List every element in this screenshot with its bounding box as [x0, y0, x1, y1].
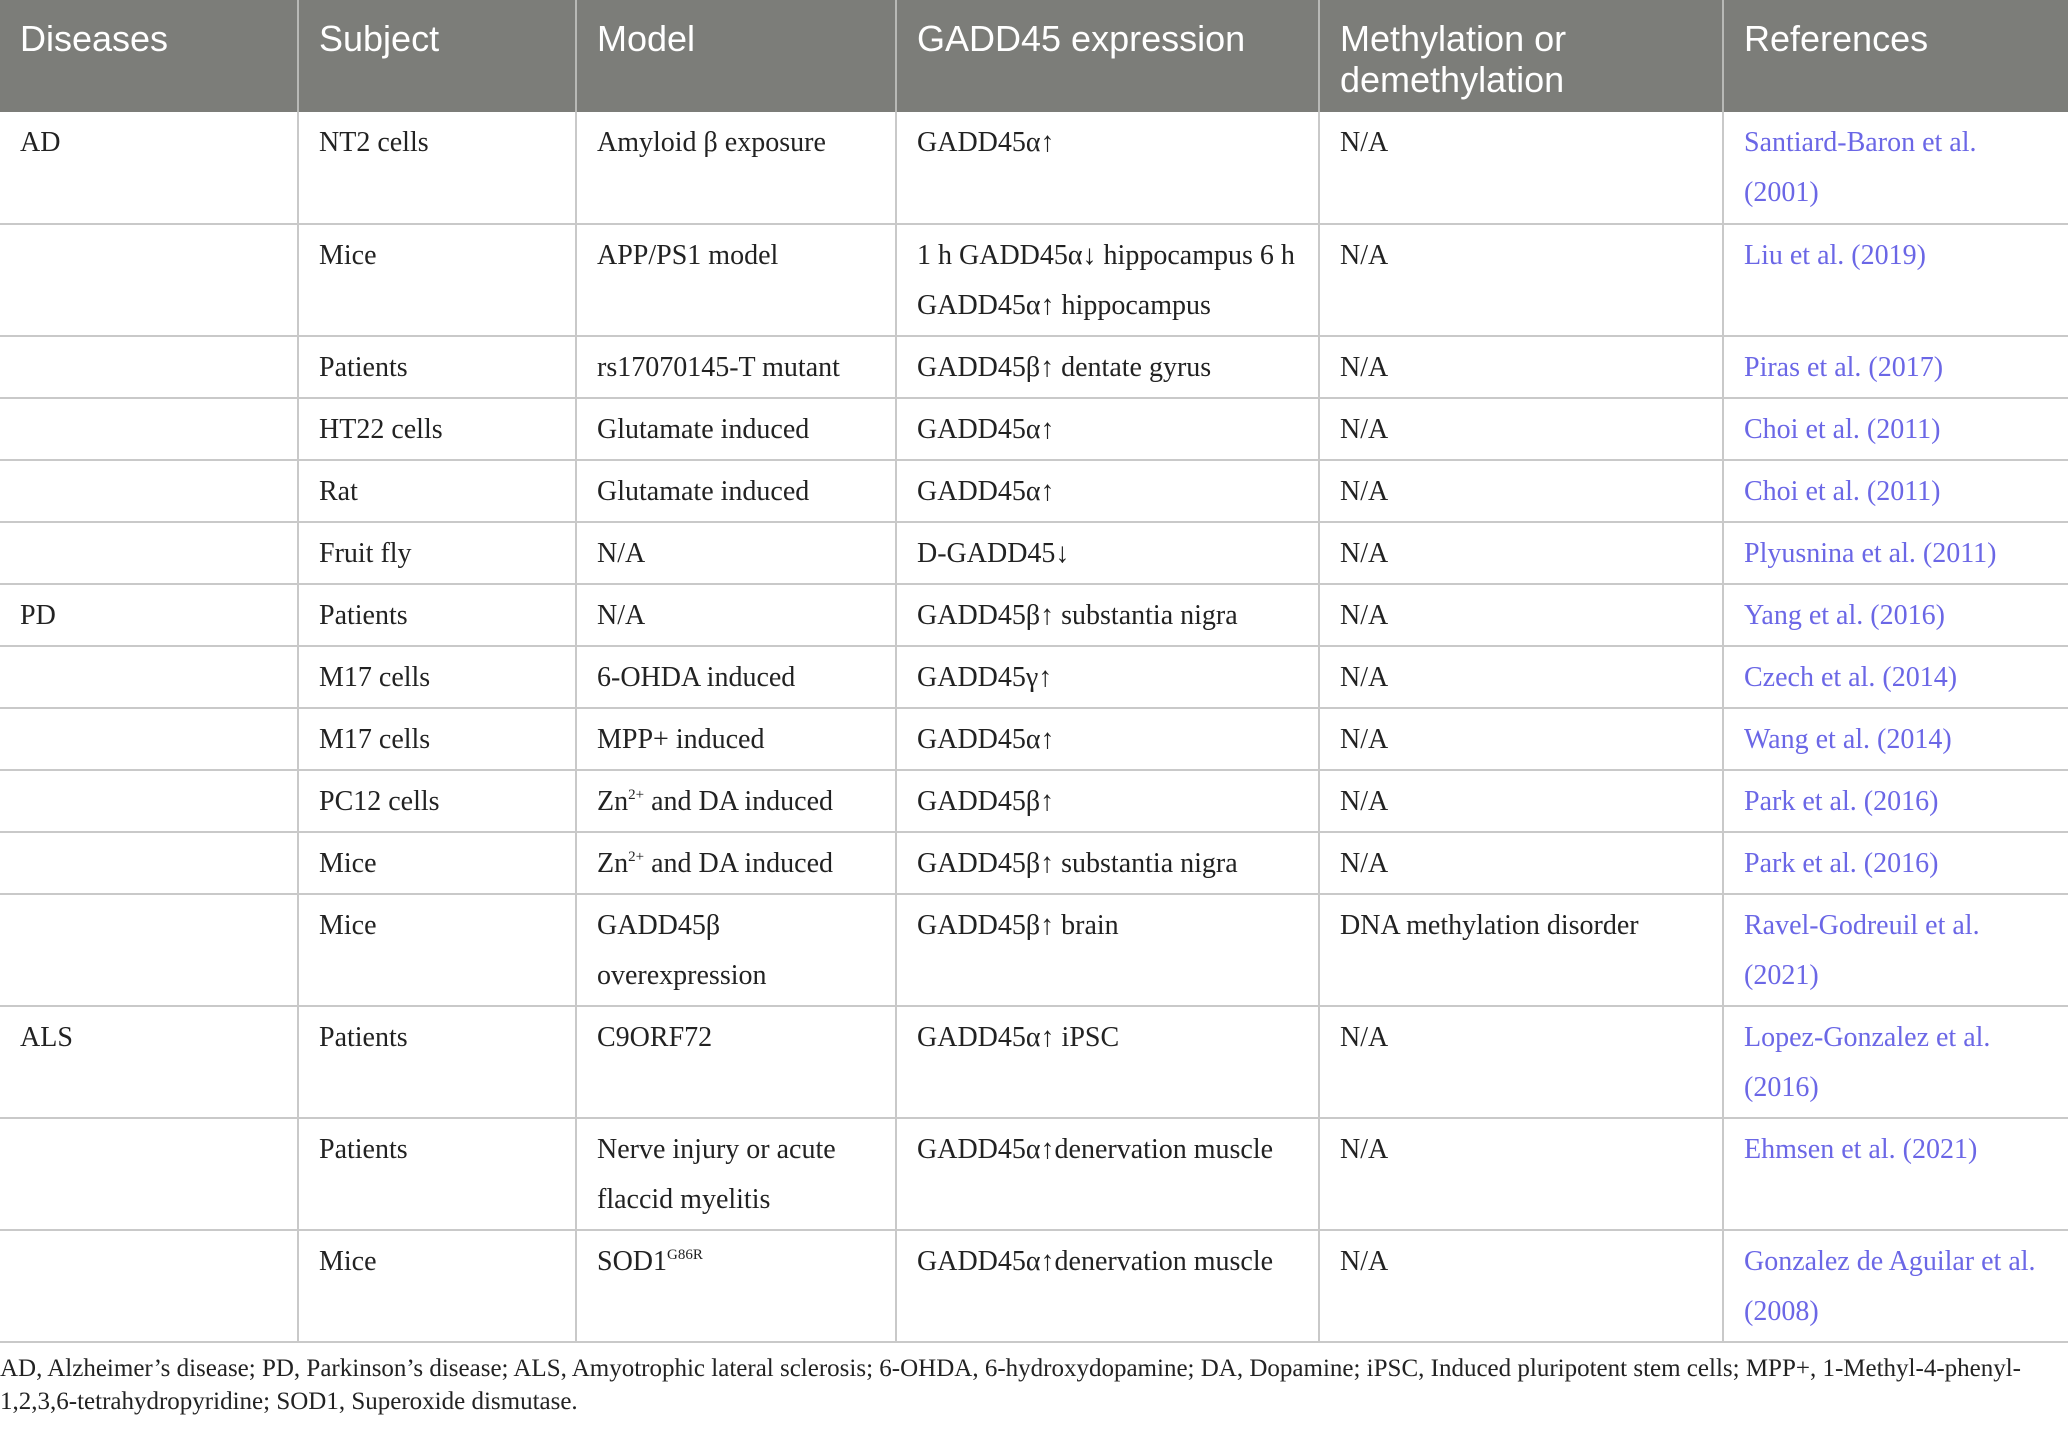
cell-gadd45-expression: D-GADD45↓ — [896, 522, 1319, 584]
cell-gadd45-expression: GADD45α↑denervation muscle — [896, 1230, 1319, 1342]
cell-disease — [0, 1118, 298, 1230]
table-row — [0, 832, 2068, 894]
cell-model — [576, 336, 896, 398]
model-text: APP/PS1 model — [597, 240, 779, 271]
cell-disease: PD — [0, 584, 298, 646]
table-row — [0, 112, 2068, 224]
header-gadd45-expression: GADD45 expression — [896, 0, 1319, 112]
cell-disease: ALS — [0, 1006, 298, 1118]
cell-subject: Patients — [298, 584, 576, 646]
header-subject: Subject — [298, 0, 576, 112]
cell-methylation: N/A — [1319, 1006, 1723, 1118]
reference-link[interactable]: Ravel-Godreuil et al. (2021) — [1723, 894, 2068, 1006]
table-row — [0, 584, 2068, 646]
cell-model — [576, 832, 896, 894]
cell-methylation: N/A — [1319, 112, 1723, 224]
reference-link[interactable]: Park et al. (2016) — [1723, 832, 2068, 894]
cell-gadd45-expression: GADD45α↑ — [896, 398, 1319, 460]
table-row — [0, 1006, 2068, 1118]
cell-methylation: N/A — [1319, 832, 1723, 894]
cell-disease — [0, 336, 298, 398]
cell-methylation: N/A — [1319, 770, 1723, 832]
cell-methylation: N/A — [1319, 224, 1723, 336]
cell-methylation: N/A — [1319, 1230, 1723, 1342]
reference-link[interactable]: Santiard-Baron et al. (2001) — [1723, 112, 2068, 224]
model-text: rs17070145-T mutant — [597, 352, 840, 383]
cell-subject: Mice — [298, 1230, 576, 1342]
model-text-tail: and DA induced — [644, 848, 834, 879]
cell-model — [576, 1006, 896, 1118]
header-row — [0, 0, 2068, 112]
cell-model — [576, 770, 896, 832]
model-text: C9ORF72 — [597, 1022, 713, 1053]
cell-subject: Mice — [298, 894, 576, 1006]
cell-gadd45-expression: GADD45α↑ — [896, 708, 1319, 770]
cell-methylation: N/A — [1319, 646, 1723, 708]
cell-gadd45-expression: GADD45α↑ — [896, 112, 1319, 224]
cell-model — [576, 646, 896, 708]
cell-model — [576, 1230, 896, 1342]
cell-subject: M17 cells — [298, 646, 576, 708]
model-superscript: G86R — [667, 1247, 703, 1263]
cell-gadd45-expression: GADD45α↑denervation muscle — [896, 1118, 1319, 1230]
cell-model — [576, 112, 896, 224]
table-row — [0, 398, 2068, 460]
reference-link[interactable]: Wang et al. (2014) — [1723, 708, 2068, 770]
reference-link[interactable]: Plyusnina et al. (2011) — [1723, 522, 2068, 584]
table-row — [0, 1230, 2068, 1342]
cell-methylation: N/A — [1319, 460, 1723, 522]
cell-disease — [0, 894, 298, 1006]
model-text: N/A — [597, 600, 646, 631]
cell-subject: Patients — [298, 1006, 576, 1118]
cell-subject: Patients — [298, 1118, 576, 1230]
table-row — [0, 1118, 2068, 1230]
cell-subject: Mice — [298, 224, 576, 336]
model-superscript: 2+ — [628, 849, 645, 865]
cell-gadd45-expression: GADD45β↑ brain — [896, 894, 1319, 1006]
table-row — [0, 224, 2068, 336]
cell-subject: PC12 cells — [298, 770, 576, 832]
reference-link[interactable]: Choi et al. (2011) — [1723, 460, 2068, 522]
cell-gadd45-expression: GADD45α↑ iPSC — [896, 1006, 1319, 1118]
cell-subject: Fruit fly — [298, 522, 576, 584]
table-row — [0, 894, 2068, 1006]
model-text: Amyloid β exposure — [597, 127, 826, 158]
reference-link[interactable]: Park et al. (2016) — [1723, 770, 2068, 832]
cell-gadd45-expression: GADD45β↑ dentate gyrus — [896, 336, 1319, 398]
model-text: Glutamate induced — [597, 476, 810, 507]
cell-disease: AD — [0, 112, 298, 224]
model-text: N/A — [597, 538, 646, 569]
cell-subject: HT22 cells — [298, 398, 576, 460]
table-row — [0, 460, 2068, 522]
cell-disease — [0, 460, 298, 522]
cell-methylation: N/A — [1319, 584, 1723, 646]
cell-disease — [0, 832, 298, 894]
cell-model — [576, 522, 896, 584]
cell-methylation: N/A — [1319, 336, 1723, 398]
table-row — [0, 336, 2068, 398]
cell-gadd45-expression: GADD45γ↑ — [896, 646, 1319, 708]
model-text: Zn — [597, 786, 629, 817]
table-row — [0, 646, 2068, 708]
model-text: 6-OHDA induced — [597, 662, 796, 693]
header-model: Model — [576, 0, 896, 112]
reference-link[interactable]: Ehmsen et al. (2021) — [1723, 1118, 2068, 1230]
header-methylation: Methylation or demethylation — [1319, 0, 1723, 112]
header-diseases: Diseases — [20, 18, 169, 59]
cell-disease — [0, 708, 298, 770]
reference-link[interactable]: Liu et al. (2019) — [1723, 224, 2068, 336]
cell-methylation: N/A — [1319, 1118, 1723, 1230]
table-footnote: AD, Alzheimer’s disease; PD, Parkinson’s disease; ALS, Amyotrophic lateral sclerosis; 6-OHDA, 6-hydroxydopamine; DA, Dopamine; iPSC, Induced pluripotent stem cells; MPP+, 1-Methyl-4-phenyl-1,2,3,6-tetrahydropyridine; SOD1, Superoxide dismutase. — [0, 1355, 2022, 1415]
cell-disease — [0, 646, 298, 708]
cell-methylation: N/A — [1319, 522, 1723, 584]
model-text: SOD1 — [597, 1246, 668, 1277]
cell-subject: Mice — [298, 832, 576, 894]
model-text: GADD45β overexpression — [597, 910, 767, 991]
cell-model — [576, 1118, 896, 1230]
cell-methylation: N/A — [1319, 398, 1723, 460]
cell-model — [576, 584, 896, 646]
cell-subject: Patients — [298, 336, 576, 398]
cell-gadd45-expression: GADD45α↑ — [896, 460, 1319, 522]
cell-model — [576, 708, 896, 770]
cell-gadd45-expression: GADD45β↑ — [896, 770, 1319, 832]
model-text: Zn — [597, 848, 629, 879]
reference-link[interactable]: Piras et al. (2017) — [1723, 336, 2068, 398]
cell-model — [576, 224, 896, 336]
model-text: MPP+ induced — [597, 724, 765, 755]
cell-methylation: N/A — [1319, 708, 1723, 770]
cell-methylation: DNA methylation disorder — [1319, 894, 1723, 1006]
cell-subject: M17 cells — [298, 708, 576, 770]
reference-link[interactable]: Yang et al. (2016) — [1723, 584, 2068, 646]
table-row — [0, 522, 2068, 584]
table-row — [0, 708, 2068, 770]
model-text-tail: and DA induced — [644, 786, 834, 817]
model-superscript: 2+ — [628, 787, 645, 803]
model-text: Nerve injury or acute flaccid myelitis — [597, 1134, 836, 1215]
cell-subject: NT2 cells — [298, 112, 576, 224]
reference-link[interactable]: Lopez-Gonzalez et al. (2016) — [1723, 1006, 2068, 1118]
cell-model — [576, 398, 896, 460]
cell-disease — [0, 224, 298, 336]
cell-model — [576, 460, 896, 522]
reference-link[interactable]: Czech et al. (2014) — [1723, 646, 2068, 708]
cell-disease — [0, 770, 298, 832]
cell-disease — [0, 1230, 298, 1342]
cell-disease — [0, 398, 298, 460]
cell-gadd45-expression: GADD45β↑ substantia nigra — [896, 832, 1319, 894]
cell-model — [576, 894, 896, 1006]
model-text: Glutamate induced — [597, 414, 810, 445]
table-row — [0, 770, 2068, 832]
cell-disease — [0, 522, 298, 584]
cell-gadd45-expression: 1 h GADD45α↓ hippocampus 6 h GADD45α↑ hippocampus — [896, 224, 1319, 336]
reference-link[interactable]: Gonzalez de Aguilar et al. (2008) — [1723, 1230, 2068, 1342]
cell-gadd45-expression: GADD45β↑ substantia nigra — [896, 584, 1319, 646]
reference-link[interactable]: Choi et al. (2011) — [1723, 398, 2068, 460]
header-references: References — [1723, 0, 2068, 112]
cell-subject: Rat — [298, 460, 576, 522]
